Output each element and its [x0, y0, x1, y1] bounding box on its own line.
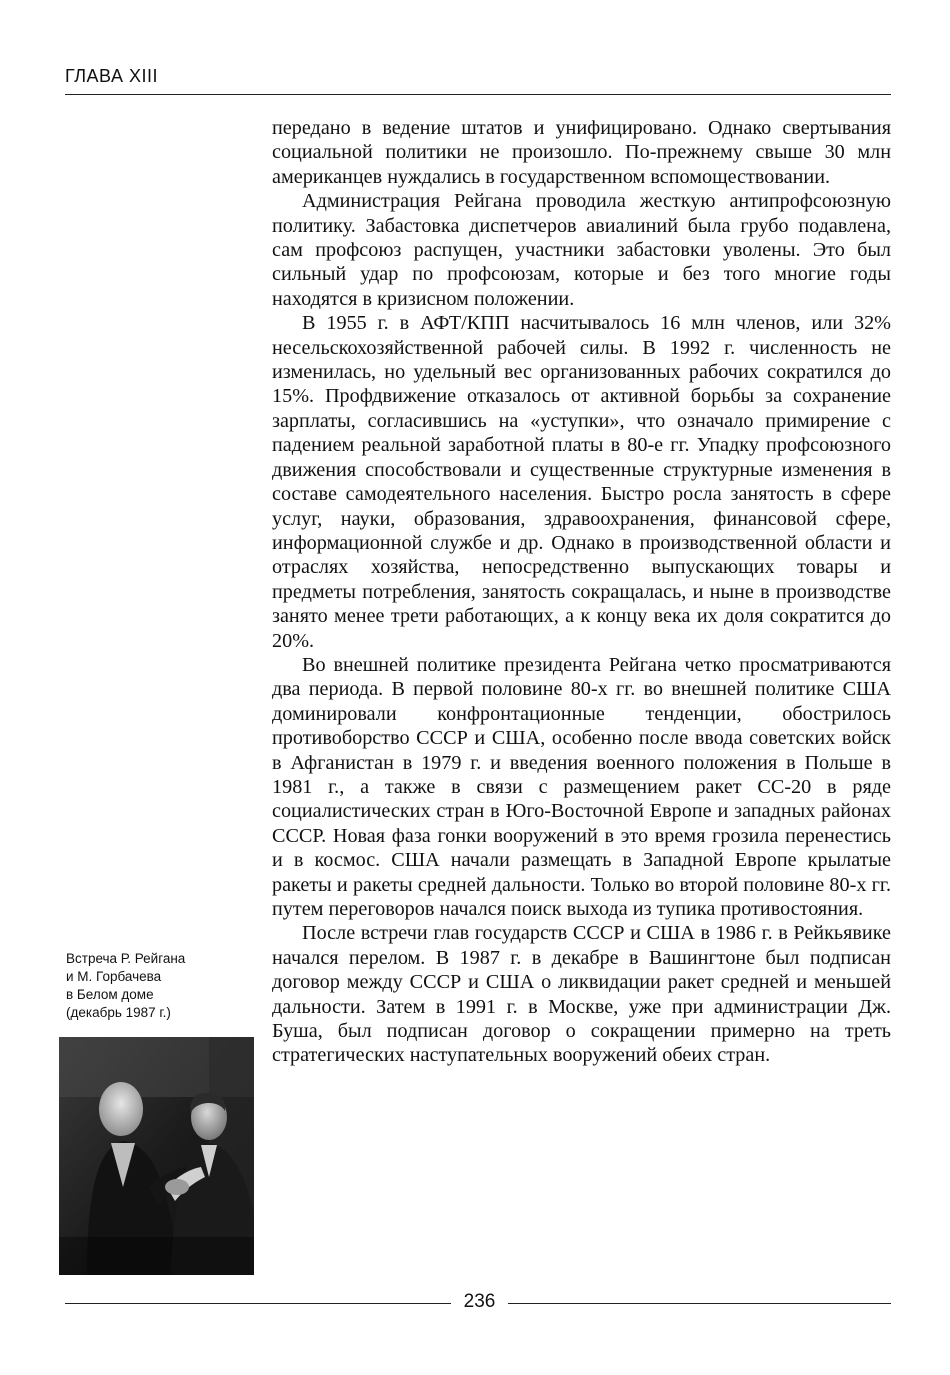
body-text [272, 116, 891, 1068]
header-rule [65, 94, 891, 95]
paragraph-1: передано в ведение штатов и унифицировано. Однако свертывания социальной политики не произошло. По-прежнему свыше 30 млн американцев нуждались в государственном вспомоществовании. [272, 117, 891, 188]
page-number: 236 [463, 1291, 496, 1312]
paragraph-5: После встречи глав государств СССР и США в 1986 г. в Рейкьявике начался перелом. В 1987 г. в декабре в Вашингтоне был подписан договор между СССР и США о ликвидации ракет средней и меньшей дальности. Затем в 1991 г. в Москве, уже при администрации Дж. Буша, был подписан договор о сокращении примерно на треть стратегических наступательных вооружений обеих стран. [272, 922, 891, 1067]
paragraph-4: Во внешней политике президента Рейгана четко просматриваются два периода. В первой половине 80-х гг. во внешней политике США доминировали конфронтационные тенденции, обострилось противоборство СССР и США, особенно после ввода советских войск в Афганистан в 1979 г. и введения военного положения в Польше в 1981 г., а также в связи с размещением ракет СС-20 в ряде социалистических стран в Юго-Восточной Европе и западных районах СССР. Новая фаза гонки вооружений в это время грозила перенестись и в космос. США начали размещать в Западной Европе крылатые ракеты и ракеты средней дальности. Только во второй половине 80-х гг. путем переговоров начался поиск выхода из тупика противостояния. [272, 653, 891, 920]
paragraph-2: Администрация Рейгана проводила жесткую антипрофсоюзную политику. Забастовка диспетчеров авиалиний была грубо подавлена, сам профсоюз распущен, участники забастовки уволены. Это был сильный удар по профсоюзам, которые и без того многие годы находятся в кризисном положении. [272, 190, 891, 310]
chapter-header: ГЛАВА XIII [65, 66, 158, 86]
caption-line-4: (декабрь 1987 г.) [66, 1005, 171, 1020]
paragraph-3: В 1955 г. в АФТ/КПП насчитывалось 16 млн членов, или 32% несельскохозяйственной рабочей силы. В 1992 г. численность не изменилась, но удельный вес организованных рабочих сократился до 15%. Профдвижение отказалось от активной борьбы за сохранение зарплаты, согласившись на «уступки», что означало примирение с падением реальной заработной платы в 80-е гг. Упадку профсоюзного движения способствовали и существенные структурные изменения в составе самодеятельного населения. Быстро росла занятость в сфере услуг, науки, образования, здравоохранения, финансовой сфере, информационной службе и др. Однако в производственной области и отраслях хозяйства, непосредственно выпускающих товары и предметы потребления, занятость сокращалась, и ныне в производстве занято менее трети работающих, а к концу века их доля сократится до 20%. [272, 312, 891, 652]
footer-rule-right [508, 1303, 891, 1304]
caption-line-2: и М. Горбачева [66, 969, 162, 984]
footer-rule-left [65, 1303, 451, 1304]
photo-caption [66, 950, 256, 1022]
caption-line-1: Встреча Р. Рейгана [66, 951, 186, 966]
caption-line-3: в Белом доме [66, 987, 154, 1002]
reagan-gorbachev-photo [59, 1037, 254, 1275]
